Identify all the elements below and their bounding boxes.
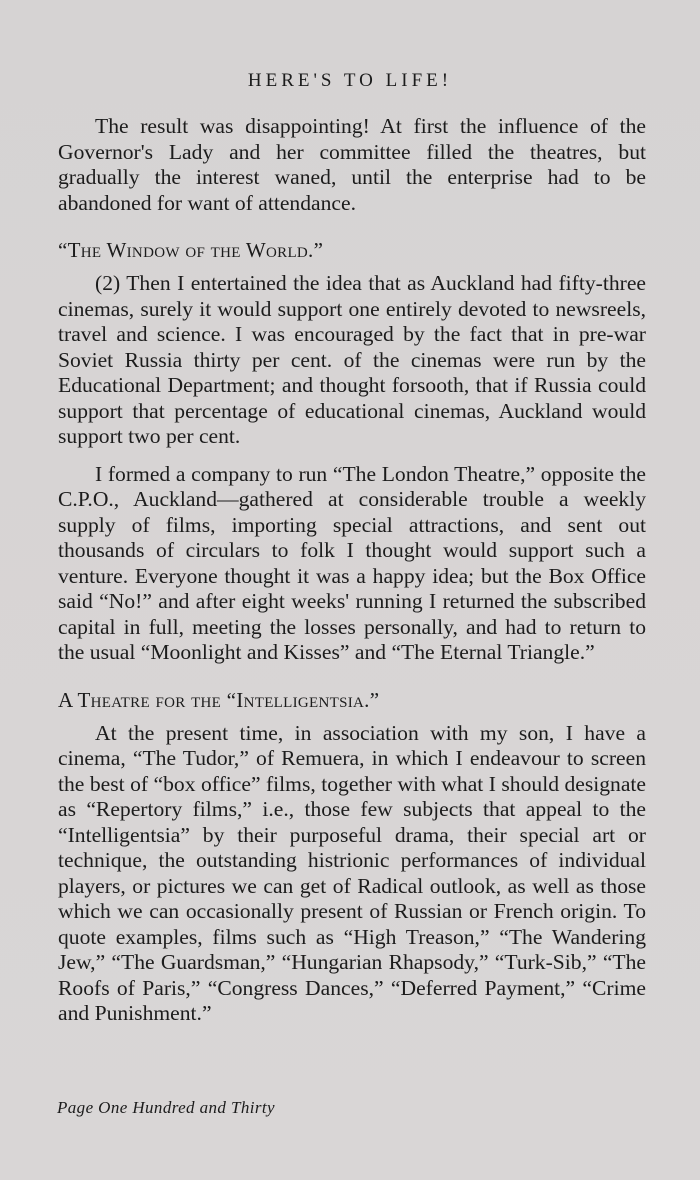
paragraph-newsreel-cinema: (2) Then I entertained the idea that as Auckland had fifty-three cinemas, surely it would support one entirely devoted to newsreels, travel and science. I was encouraged by the fact that in pre-war Soviet Russia thirty per cent. of the cinemas were run by the Educational Department; and thought forsooth, that if Russia could support that percentage of educational cinemas, Auckland would support two per cent. [58, 271, 646, 448]
paragraph-tudor-cinema: At the present time, in association with my son, I have a cinema, “The Tudor,” of Remuera, in which I endeavour to screen the best of “box office” films, together with what I should designate as “Repertory films,” i.e., those few subjects that appeal to the “Intelligentsia” by their purposeful drama, their special art or technique, the outstanding histrionic performances of individual players, or pictures we can get of Radical outlook, as well as those which we can occasionally present of Russian or French origin. To quote examples, films such as “High Treason,” “The Wandering Jew,” “The Guardsman,” “Hungarian Rhapsody,” “Turk-Sib,” “The Roofs of Paris,” “Congress Dances,” “Deferred Payment,” “Crime and Punishment.” [58, 720, 646, 1025]
paragraph-london-theatre: I formed a company to run “The London Theatre,” opposite the C.P.O., Auckland—gathered at considerable trouble a weekly supply of films, importing special attractions, and sent out thousands of circulars to folk I thought would support such a venture. Everyone thought it was a happy idea; but the Box Office said “No!” and after eight weeks' running I returned the subscribed capital in full, meeting the losses personally, and had to return to the usual “Moonlight and Kisses” and “The Eternal Triangle.” [58, 461, 646, 664]
paragraph-result: The result was disappointing! At first the influence of the Governor's Lady and her committee filled the theatres, but gradually the interest waned, until the enterprise had to be abandoned for want of attendance. [58, 114, 646, 215]
page-folio: Page One Hundred and Thirty [57, 1098, 275, 1117]
body-text [58, 114, 646, 1039]
section-heading-window-of-the-world: “The Window of the World.” [58, 238, 324, 262]
section-heading-intelligentsia: A Theatre for the “Intelligentsia.” [58, 687, 380, 712]
running-head: HERE'S TO LIFE! [247, 70, 453, 91]
